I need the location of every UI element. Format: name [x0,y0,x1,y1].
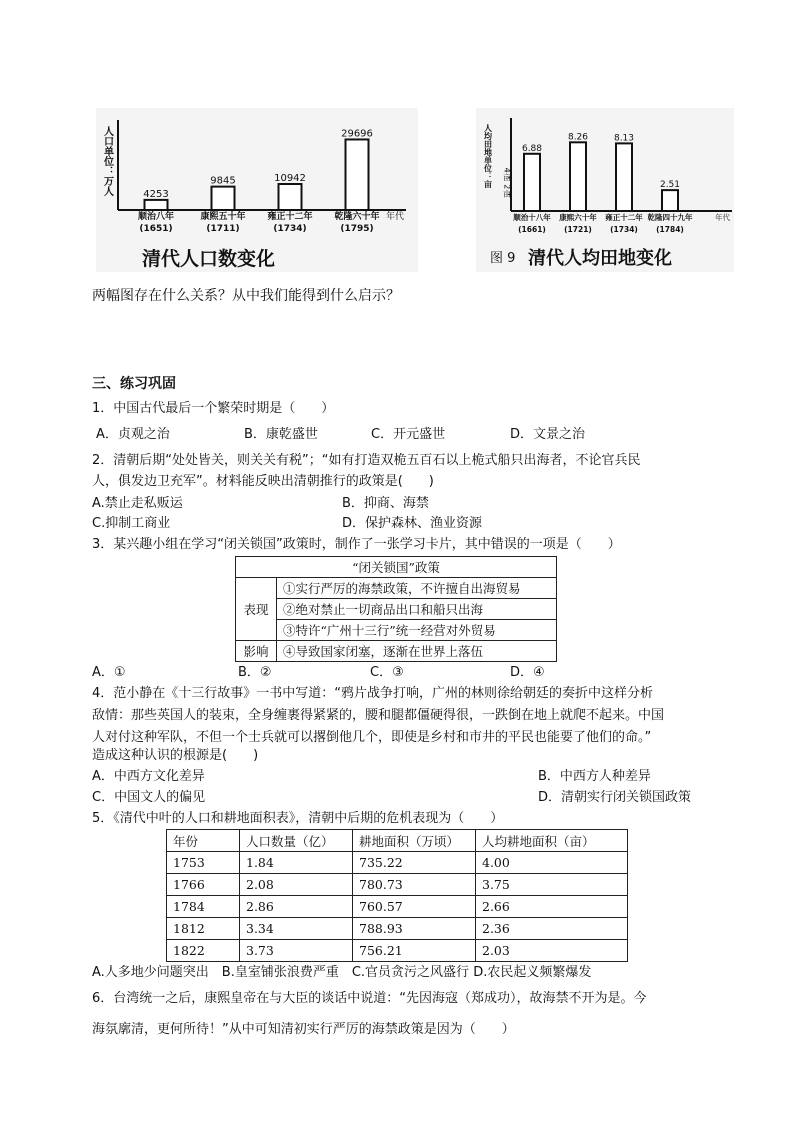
q1-stem: 1．中国古代最后一个繁荣时期是（ ） [92,401,335,416]
q1-option-d[interactable]: D．文景之治 [510,427,586,442]
table-row [167,874,628,896]
y-tick-label: 2亩 [502,184,512,198]
category-label: 顺治十八年 [513,213,551,222]
q4-option-b[interactable]: B．中西方人种差异 [538,769,651,784]
q3-option-b[interactable]: B．② [238,665,272,680]
table-cell: 3.75 [476,874,628,896]
q4-stem-line3: 人对付这种军队，不但一个士兵就可以撂倒他几个，即使是乡村和市井的平民也能要了他们的命。” [92,730,652,745]
q5-stem: 5．《清代中叶的人口和耕地面积表》，清朝中后期的危机表现为（ ） [92,811,504,826]
bar [346,139,369,210]
q4-stem-line2: 敌情：那些英国人的装束，全身缠裹得紧紧的，腰和腿都僵硬得很，一跌倒在地上就爬不起来。中国 [92,708,665,723]
table-cell: 735.22 [353,852,476,874]
q3-card-item-3: ③特许“广州十三行”统一经营对外贸易 [277,620,557,641]
section-title: 三、练习巩固 [92,376,176,392]
q3-card-item-1: ①实行严厉的海禁政策，不许擅自出海贸易 [277,578,557,599]
bar-value-label: 8.13 [613,133,635,144]
population-chart-title: 清代人口数变化 [142,248,276,270]
q4-option-d[interactable]: D．清朝实行闭关锁国政策 [538,790,692,805]
table-row [167,896,628,918]
category-year-label: (1651) [139,224,173,234]
bar [279,184,302,210]
q1-option-c[interactable]: C．开元盛世 [371,427,446,442]
bar [212,187,235,210]
table-cell: 1.84 [240,852,353,874]
category-year-label: (1721) [564,225,592,234]
table-row [167,918,628,940]
bar-value-label: 8.26 [567,132,589,143]
q5-header-per-capita: 人均耕地面积（亩） [476,830,628,852]
table-cell: 2.36 [476,918,628,940]
table-cell: 2.86 [240,896,353,918]
table-cell: 4.00 [476,852,628,874]
category-year-label: (1795) [340,224,374,234]
table-cell: 1766 [167,874,240,896]
q2-stem-line2: 人，俱发边卫充军”。材料能反映出清朝推行的政策是( ) [92,474,434,489]
table-cell: 2.08 [240,874,353,896]
table-cell: 3.34 [240,918,353,940]
bar-value-label: 4253 [143,188,169,200]
table-cell: 760.57 [353,896,476,918]
bar-value-label: 29696 [341,128,373,140]
q5-data-table [166,829,628,962]
table-cell: 1784 [167,896,240,918]
q2-option-c[interactable]: C.抑制工商业 [92,516,171,531]
category-label: 乾隆四十九年 [647,213,693,222]
q2-option-a[interactable]: A.禁止走私贩运 [92,496,183,511]
q3-study-card [235,556,557,662]
x-axis-label: 年代 [385,212,404,222]
q3-card-title: “闭关锁国”政策 [236,557,557,578]
y-axis-label: 人口单位：万人 [101,126,113,196]
question-intro: 两幅图存在什么关系？从中我们能得到什么启示？ [92,288,400,304]
table-cell: 1812 [167,918,240,940]
q3-card-label-effect: 影响 [236,641,277,662]
table-cell: 2.03 [476,940,628,962]
q3-option-d[interactable]: D．④ [510,665,545,680]
q3-card-item-4: ④导致国家闭塞，逐渐在世界上落伍 [277,641,557,662]
table-cell: 1822 [167,940,240,962]
q2-option-b[interactable]: B．抑商、海禁 [342,496,429,511]
q4-option-a[interactable]: A．中西方文化差异 [92,769,205,784]
category-label: 顺治八年 [137,212,175,222]
category-year-label: (1661) [518,225,546,234]
q3-option-a[interactable]: A．① [92,665,126,680]
q5-header-year: 年份 [167,830,240,852]
category-year-label: (1784) [656,225,684,234]
category-year-label: (1734) [610,225,638,234]
bar [662,190,678,211]
category-label: 乾隆六十年 [334,212,380,222]
category-label: 康熙六十年 [559,213,597,222]
table-row [167,940,628,962]
table-cell: 3.73 [240,940,353,962]
q3-stem: 3．某兴趣小组在学习“闭关锁国”政策时，制作了一张学习卡片，其中错误的一项是（ ） [92,537,621,552]
q5-header-population: 人口数量（亿） [240,830,353,852]
q1-option-b[interactable]: B．康乾盛世 [244,427,318,442]
population-chart-figure [96,108,418,272]
q4-stem-line1: 4．范小静在《十三行故事》一书中写道：“鸦片战争打响，广州的林则徐给朝廷的奏折中这样分析 [92,686,654,701]
category-label: 雍正十二年 [605,213,643,222]
q2-stem-line1: 2．清朝后期“处处皆关，则关关有税”；“如有打造双桅五百石以上桅式船只出海者，不论官兵民 [92,453,641,468]
q4-stem-line4: 造成这种认识的根源是( ) [92,748,259,763]
q3-option-c[interactable]: C．③ [370,665,404,680]
bar-value-label: 9845 [210,175,236,187]
bar-value-label: 10942 [274,173,306,185]
table-cell: 780.73 [353,874,476,896]
q1-option-a[interactable]: A．贞观之治 [96,427,170,442]
q4-option-c[interactable]: C．中国文人的偏见 [92,790,206,805]
table-cell: 756.21 [353,940,476,962]
land-chart-figure [476,108,734,272]
bar [616,143,632,211]
q5-header-land: 耕地面积（万顷） [353,830,476,852]
q5-table-header-row [167,830,628,852]
bar [570,142,586,211]
table-row [167,852,628,874]
category-year-label: (1734) [273,224,307,234]
q3-card-label-show: 表现 [236,578,277,641]
table-cell: 1753 [167,852,240,874]
bar-value-label: 6.88 [521,143,543,154]
bar [145,200,168,210]
q6-stem-line1: 6．台湾统一之后，康熙皇帝在与大臣的谈话中说道：“先因海寇（郑成功），故海禁不开为是。今 [92,991,647,1006]
y-tick-label: 4亩 [502,167,512,181]
table-cell: 788.93 [353,918,476,940]
bar [524,154,540,211]
land-chart-figure-label: 图 9 [490,251,516,266]
category-year-label: (1711) [206,224,240,234]
x-axis-label: 年代 [715,213,730,222]
bar-value-label: 2.51 [659,180,681,191]
q6-stem-line2: 海氛廓清，更何所待！”从中可知清初实行严厉的海禁政策是因为（ ） [92,1022,515,1037]
q2-option-d[interactable]: D．保护森林、渔业资源 [342,516,483,531]
table-cell: 2.66 [476,896,628,918]
y-axis-label: 人均田地单位：亩 [483,124,493,188]
land-chart-title: 清代人均田地变化 [528,248,672,269]
category-label: 雍正十二年 [267,212,313,222]
q5-options[interactable]: A.人多地少问题突出 B.皇室铺张浪费严重 C.官员贪污之风盛行 D.农民起义频繁爆发 [92,965,592,980]
category-label: 康熙五十年 [200,212,246,222]
q3-card-item-2: ②绝对禁止一切商品出口和船只出海 [277,599,557,620]
